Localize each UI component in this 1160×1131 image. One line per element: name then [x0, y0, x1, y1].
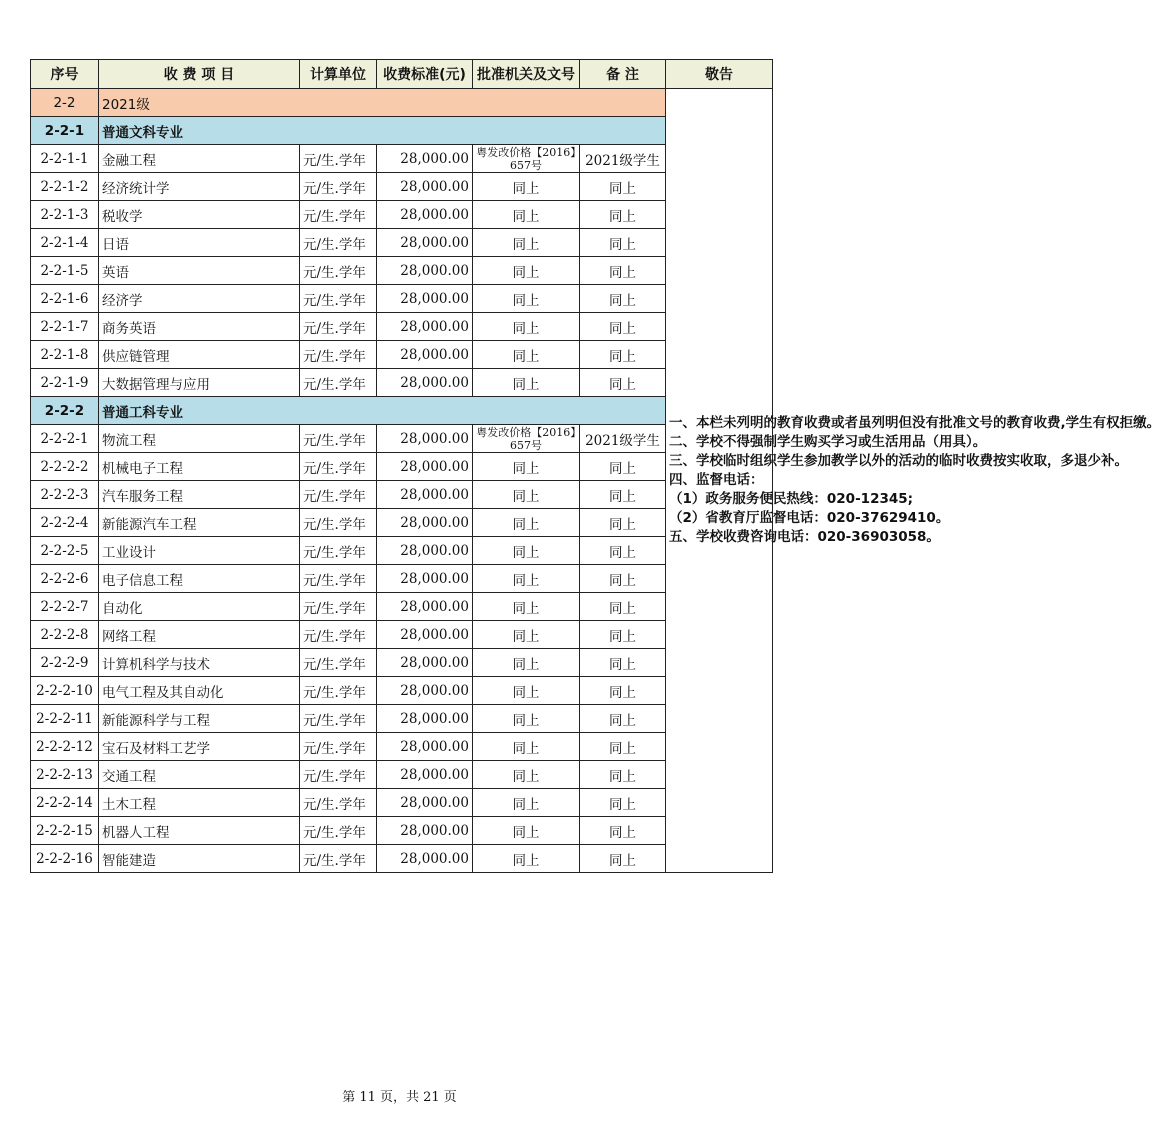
- row-item-name: 新能源汽车工程: [99, 509, 300, 537]
- table-row: [31, 285, 773, 313]
- row-code: 2-2-2-14: [31, 789, 99, 817]
- row-code: 2-2-1-3: [31, 201, 99, 229]
- row-standard: 28,000.00: [377, 733, 473, 761]
- warning-paragraph: 二、学校不得强制学生购买学习或生活用品（用具）。: [669, 434, 987, 450]
- row-approval: 同上: [473, 565, 580, 593]
- row-unit: 元/生.学年: [300, 425, 377, 453]
- table-row: [31, 453, 773, 481]
- row-note: 同上: [580, 509, 666, 537]
- table-row: [31, 509, 773, 537]
- row-item-name: 土木工程: [99, 789, 300, 817]
- row-item-name: 物流工程: [99, 425, 300, 453]
- row-note: 同上: [580, 845, 666, 873]
- row-approval: 同上: [473, 789, 580, 817]
- row-standard: 28,000.00: [377, 201, 473, 229]
- row-item-name: 新能源科学与工程: [99, 705, 300, 733]
- year-group-code: 2-2: [31, 89, 99, 117]
- row-item-name: 英语: [99, 257, 300, 285]
- row-note: 同上: [580, 705, 666, 733]
- table-row: [31, 817, 773, 845]
- row-unit: 元/生.学年: [300, 509, 377, 537]
- section-code: 2-2-2: [31, 397, 99, 425]
- row-standard: 28,000.00: [377, 257, 473, 285]
- warning-paragraph: 四、监督电话：: [669, 472, 764, 488]
- row-item-name: 计算机科学与技术: [99, 649, 300, 677]
- row-note: 同上: [580, 733, 666, 761]
- table-row: [31, 705, 773, 733]
- header-row: [31, 60, 773, 89]
- row-unit: 元/生.学年: [300, 817, 377, 845]
- row-code: 2-2-2-1: [31, 425, 99, 453]
- row-approval: 同上: [473, 369, 580, 397]
- row-note: 同上: [580, 285, 666, 313]
- row-note: 同上: [580, 201, 666, 229]
- row-approval: 同上: [473, 705, 580, 733]
- row-note: 同上: [580, 789, 666, 817]
- warning-paragraph: （1）政务服务便民热线：020-12345;: [669, 491, 914, 507]
- table-row: [31, 425, 773, 453]
- row-item-name: 工业设计: [99, 537, 300, 565]
- row-unit: 元/生.学年: [300, 453, 377, 481]
- row-approval: 同上: [473, 649, 580, 677]
- row-unit: 元/生.学年: [300, 481, 377, 509]
- row-unit: 元/生.学年: [300, 173, 377, 201]
- row-approval: 同上: [473, 313, 580, 341]
- row-standard: 28,000.00: [377, 845, 473, 873]
- table-row: [31, 537, 773, 565]
- row-approval: 粤发改价格【2016】657号: [473, 145, 580, 173]
- warning-paragraph: 三、学校临时组织学生参加教学以外的活动的临时收费按实收取，多退少补。: [669, 453, 1128, 469]
- warning-paragraph: （2）省教育厅监督电话：020-37629410。: [669, 510, 950, 526]
- table-row: [31, 257, 773, 285]
- table-row: [31, 341, 773, 369]
- row-note: 同上: [580, 453, 666, 481]
- row-note: 同上: [580, 537, 666, 565]
- row-note: 同上: [580, 677, 666, 705]
- row-standard: 28,000.00: [377, 593, 473, 621]
- table-row: [31, 201, 773, 229]
- row-item-name: 税收学: [99, 201, 300, 229]
- row-standard: 28,000.00: [377, 229, 473, 257]
- row-item-name: 宝石及材料工艺学: [99, 733, 300, 761]
- table-row: [31, 677, 773, 705]
- row-note: 同上: [580, 649, 666, 677]
- row-standard: 28,000.00: [377, 761, 473, 789]
- header-unit: 计算单位: [300, 60, 377, 89]
- row-approval: 同上: [473, 733, 580, 761]
- table-row: [31, 369, 773, 397]
- row-approval: 同上: [473, 453, 580, 481]
- header-note: 备 注: [580, 60, 666, 89]
- row-note: 同上: [580, 481, 666, 509]
- row-code: 2-2-2-16: [31, 845, 99, 873]
- row-code: 2-2-2-9: [31, 649, 99, 677]
- row-standard: 28,000.00: [377, 453, 473, 481]
- table-row: [31, 313, 773, 341]
- section-code: 2-2-1: [31, 117, 99, 145]
- header-warning: 敬告: [666, 60, 773, 89]
- warning-paragraph: 一、本栏未列明的教育收费或者虽列明但没有批准文号的教育收费,学生有权拒缴。: [669, 415, 1160, 431]
- row-approval: 同上: [473, 285, 580, 313]
- row-code: 2-2-1-1: [31, 145, 99, 173]
- row-note: 同上: [580, 229, 666, 257]
- table-row: [31, 173, 773, 201]
- table-row: [31, 845, 773, 873]
- row-code: 2-2-1-7: [31, 313, 99, 341]
- row-item-name: 机械电子工程: [99, 453, 300, 481]
- row-code: 2-2-2-4: [31, 509, 99, 537]
- row-approval: 同上: [473, 593, 580, 621]
- row-code: 2-2-1-9: [31, 369, 99, 397]
- row-unit: 元/生.学年: [300, 145, 377, 173]
- row-unit: 元/生.学年: [300, 649, 377, 677]
- row-standard: 28,000.00: [377, 173, 473, 201]
- row-approval: 同上: [473, 677, 580, 705]
- row-standard: 28,000.00: [377, 537, 473, 565]
- row-standard: 28,000.00: [377, 705, 473, 733]
- row-approval: 同上: [473, 173, 580, 201]
- row-note: 同上: [580, 817, 666, 845]
- row-approval: 同上: [473, 509, 580, 537]
- row-standard: 28,000.00: [377, 621, 473, 649]
- row-code: 2-2-2-8: [31, 621, 99, 649]
- row-standard: 28,000.00: [377, 341, 473, 369]
- row-item-name: 经济学: [99, 285, 300, 313]
- row-unit: 元/生.学年: [300, 705, 377, 733]
- year-group-row: [31, 89, 773, 117]
- row-approval: 同上: [473, 817, 580, 845]
- row-approval: 粤发改价格【2016】657号: [473, 425, 580, 453]
- row-unit: 元/生.学年: [300, 201, 377, 229]
- header-item: 收 费 项 目: [99, 60, 300, 89]
- row-standard: 28,000.00: [377, 649, 473, 677]
- row-unit: 元/生.学年: [300, 789, 377, 817]
- row-note: 同上: [580, 369, 666, 397]
- row-item-name: 商务英语: [99, 313, 300, 341]
- row-note: 同上: [580, 313, 666, 341]
- row-unit: 元/生.学年: [300, 313, 377, 341]
- row-approval: 同上: [473, 481, 580, 509]
- table-row: [31, 565, 773, 593]
- row-item-name: 网络工程: [99, 621, 300, 649]
- row-item-name: 汽车服务工程: [99, 481, 300, 509]
- header-seq: 序号: [31, 60, 99, 89]
- table-row: [31, 145, 773, 173]
- row-note: 同上: [580, 621, 666, 649]
- section-row: [31, 397, 773, 425]
- row-unit: 元/生.学年: [300, 733, 377, 761]
- table-row: [31, 229, 773, 257]
- row-standard: 28,000.00: [377, 565, 473, 593]
- row-code: 2-2-1-2: [31, 173, 99, 201]
- row-unit: 元/生.学年: [300, 593, 377, 621]
- row-standard: 28,000.00: [377, 285, 473, 313]
- row-standard: 28,000.00: [377, 425, 473, 453]
- row-note: 同上: [580, 565, 666, 593]
- row-unit: 元/生.学年: [300, 257, 377, 285]
- table-row: [31, 761, 773, 789]
- table-row: [31, 481, 773, 509]
- fee-table: [30, 59, 1160, 873]
- row-code: 2-2-2-15: [31, 817, 99, 845]
- row-approval: 同上: [473, 341, 580, 369]
- row-standard: 28,000.00: [377, 509, 473, 537]
- row-unit: 元/生.学年: [300, 677, 377, 705]
- row-item-name: 电子信息工程: [99, 565, 300, 593]
- row-item-name: 交通工程: [99, 761, 300, 789]
- table-row: [31, 789, 773, 817]
- row-approval: 同上: [473, 257, 580, 285]
- row-code: 2-2-2-5: [31, 537, 99, 565]
- row-item-name: 电气工程及其自动化: [99, 677, 300, 705]
- row-item-name: 自动化: [99, 593, 300, 621]
- row-standard: 28,000.00: [377, 481, 473, 509]
- row-note: 2021级学生: [580, 145, 666, 173]
- row-standard: 28,000.00: [377, 313, 473, 341]
- table-row: [31, 733, 773, 761]
- row-unit: 元/生.学年: [300, 229, 377, 257]
- row-unit: 元/生.学年: [300, 537, 377, 565]
- row-item-name: 机器人工程: [99, 817, 300, 845]
- row-code: 2-2-2-6: [31, 565, 99, 593]
- row-note: 2021级学生: [580, 425, 666, 453]
- row-code: 2-2-2-7: [31, 593, 99, 621]
- row-code: 2-2-2-12: [31, 733, 99, 761]
- row-item-name: 金融工程: [99, 145, 300, 173]
- row-unit: 元/生.学年: [300, 285, 377, 313]
- row-standard: 28,000.00: [377, 817, 473, 845]
- row-standard: 28,000.00: [377, 789, 473, 817]
- row-item-name: 智能建造: [99, 845, 300, 873]
- section-label: 普通工科专业: [99, 397, 666, 425]
- row-code: 2-2-2-2: [31, 453, 99, 481]
- row-code: 2-2-1-4: [31, 229, 99, 257]
- table-row: [31, 649, 773, 677]
- header-approval: 批准机关及文号: [473, 60, 580, 89]
- row-code: 2-2-2-13: [31, 761, 99, 789]
- row-item-name: 经济统计学: [99, 173, 300, 201]
- section-label: 普通文科专业: [99, 117, 666, 145]
- row-approval: 同上: [473, 621, 580, 649]
- row-unit: 元/生.学年: [300, 369, 377, 397]
- section-row: [31, 117, 773, 145]
- row-code: 2-2-2-3: [31, 481, 99, 509]
- row-unit: 元/生.学年: [300, 845, 377, 873]
- row-standard: 28,000.00: [377, 369, 473, 397]
- row-approval: 同上: [473, 229, 580, 257]
- header-standard: 收费标准(元): [377, 60, 473, 89]
- row-item-name: 日语: [99, 229, 300, 257]
- row-code: 2-2-1-5: [31, 257, 99, 285]
- row-unit: 元/生.学年: [300, 761, 377, 789]
- page-footer: 第 11 页，共 21 页: [342, 1090, 457, 1105]
- row-note: 同上: [580, 257, 666, 285]
- row-code: 2-2-2-11: [31, 705, 99, 733]
- row-code: 2-2-1-6: [31, 285, 99, 313]
- row-note: 同上: [580, 593, 666, 621]
- table-row: [31, 593, 773, 621]
- warning-notice: [666, 89, 1160, 873]
- warning-paragraph: 五、学校收费咨询电话：020-36903058。: [669, 529, 940, 545]
- row-approval: 同上: [473, 537, 580, 565]
- row-item-name: 供应链管理: [99, 341, 300, 369]
- row-unit: 元/生.学年: [300, 341, 377, 369]
- row-approval: 同上: [473, 845, 580, 873]
- row-standard: 28,000.00: [377, 145, 473, 173]
- row-approval: 同上: [473, 201, 580, 229]
- row-code: 2-2-2-10: [31, 677, 99, 705]
- row-note: 同上: [580, 761, 666, 789]
- table-row: [31, 621, 773, 649]
- row-unit: 元/生.学年: [300, 621, 377, 649]
- row-approval: 同上: [473, 761, 580, 789]
- row-unit: 元/生.学年: [300, 565, 377, 593]
- row-standard: 28,000.00: [377, 677, 473, 705]
- year-group-label: 2021级: [99, 89, 666, 117]
- row-note: 同上: [580, 173, 666, 201]
- row-code: 2-2-1-8: [31, 341, 99, 369]
- row-item-name: 大数据管理与应用: [99, 369, 300, 397]
- row-note: 同上: [580, 341, 666, 369]
